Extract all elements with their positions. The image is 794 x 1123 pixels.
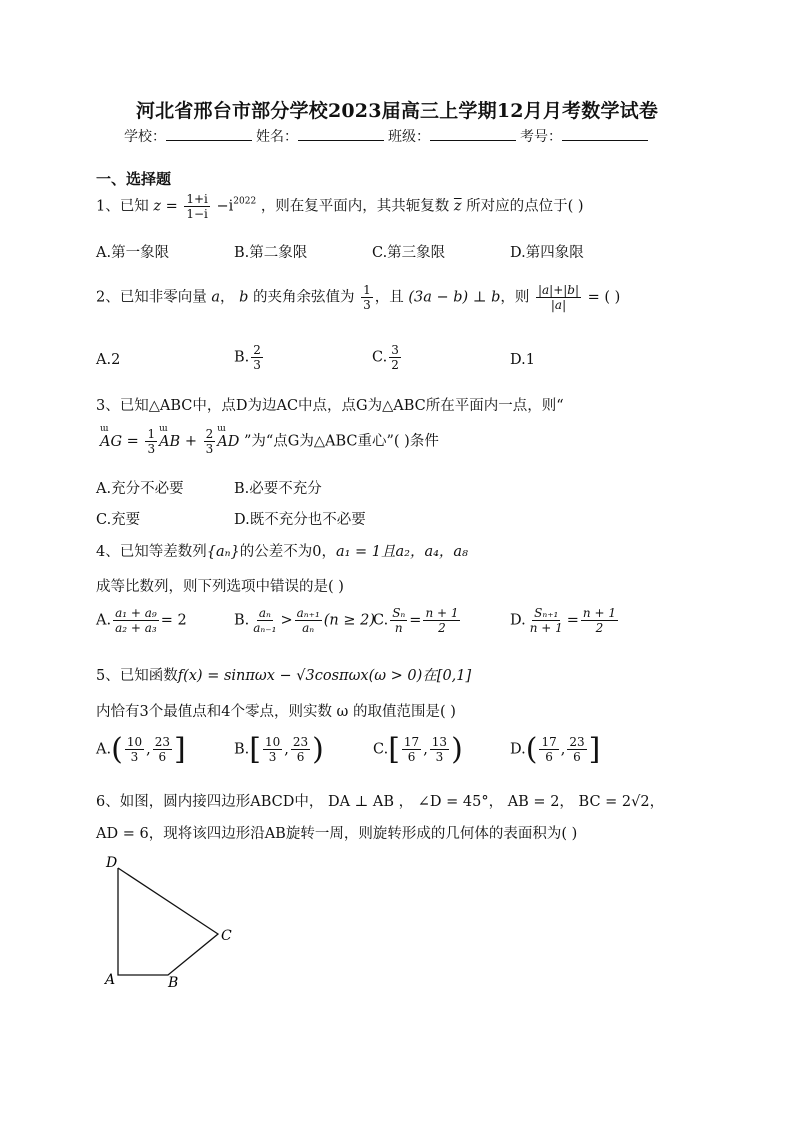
q4-condition: a₁ = 1且a₂，a₄，a₈ [335, 544, 468, 560]
q5-b-frac-1: $\frac{10}{3}$ [264, 735, 281, 764]
q2-pre: 2、已知非零向量 [96, 289, 207, 306]
quadrilateral-outline [118, 868, 218, 975]
question-4-line2: 成等比数列，则下列选项中错误的是( ) [96, 579, 344, 595]
student-info-row [124, 126, 652, 146]
label-b: B [168, 975, 179, 991]
q5-a-frac-2: $\frac{23}{6}$ [154, 735, 170, 764]
exam-no-label: 考号： [520, 129, 562, 145]
q2-vec-a: a [211, 289, 220, 306]
q5-d-frac-1: $\frac{17}{6}$ [541, 735, 557, 764]
q5-c-frac-1: $\frac{17}{6}$ [403, 735, 420, 764]
q2-c-fraction: $\frac{3}{2}$ [391, 343, 399, 372]
q4-option-a[interactable]: A. $\frac{\text{a₁ + a₉}}{\text{a₂ + a₃}}$ = 2 [96, 606, 187, 635]
q3-option-d[interactable]: D.既不充分也不必要 [234, 512, 366, 528]
q4-d-fraction-2: $\frac{n + 1}{2}$ [582, 606, 616, 635]
label-a: A [105, 972, 116, 988]
q1-pre: 1、已知 [96, 198, 149, 215]
question-5-line2: 内恰有3个最值点和4个零点，则实数 ω 的取值范围是( ) [96, 704, 456, 720]
exam-title: 河北省邢台市部分学校2023届高三上学期12月月考数学试卷 [135, 100, 659, 122]
class-blank[interactable] [430, 126, 516, 141]
q4-b-fraction-2: $\frac{\text{aₙ₊₁}}{\text{aₙ}}$ [296, 606, 320, 635]
q3-vec-ad: ɯ AD [217, 434, 239, 450]
question-1 [96, 192, 584, 221]
q4-option-d[interactable]: D. $\frac{\text{Sₙ₊₁}}{n + 1}$ = $\frac{n + 1}{2}$ [510, 606, 616, 635]
q5-option-a[interactable]: A.( $\frac{10}{3}$ , $\frac{23}{6}$ ] [96, 732, 186, 767]
q4-a-fraction: $\frac{\text{a₁ + a₉}}{\text{a₂ + a₃}}$ [115, 606, 157, 635]
q4-option-c[interactable]: C. $\frac{\text{Sₙ}}{n}$ = $\frac{n + 1}{2}$ [373, 606, 459, 635]
school-label: 学校： [124, 129, 166, 145]
q5-option-c[interactable]: C.[ $\frac{17}{6}$ , $\frac{13}{3}$ ) [373, 732, 463, 767]
class-label: 班级： [388, 129, 430, 145]
question-3-line2: ɯ AG = $\frac{1}{3}$ ɯ AB + $\frac{2}{3}$ ɯ AD ”为“点G为△ABC重心”( )条件 [100, 427, 439, 456]
q1-exponent: 2022 [233, 196, 257, 207]
q4-c-fraction-2: $\frac{n + 1}{2}$ [425, 606, 459, 635]
q2-option-a[interactable]: A.2 [96, 352, 121, 368]
q3-vec-ag: ɯ AG [100, 434, 122, 450]
q4-c-fraction-1: $\frac{\text{Sₙ}}{n}$ [392, 606, 406, 635]
q5-option-b[interactable]: B.[ $\frac{10}{3}$ , $\frac{23}{6}$ ) [234, 732, 324, 767]
q5-d-frac-2: $\frac{23}{6}$ [569, 735, 585, 764]
q3-option-a[interactable]: A.充分不必要 [96, 481, 184, 497]
q3-frac-1: $\frac{1}{3}$ [147, 427, 156, 456]
question-5-line1: 5、已知函数f(x) = sinπωx − √3cosπωx(ω > 0)在[0,1] [96, 668, 472, 684]
q2-option-b[interactable]: B. $\frac{2}{3}$ [234, 343, 261, 372]
question-3-line1: 3、已知△ABC中，点D为边AC中点，点G为△ABC所在平面内一点，则“ [96, 398, 564, 414]
q2-ratio: $\frac{|a|+|b|}{|a|}$ [537, 283, 580, 312]
q1-minus-i: −i [216, 198, 234, 215]
quadrilateral-figure [96, 850, 256, 1000]
exam-no-blank[interactable] [562, 126, 648, 141]
q2-post: = ( ) [587, 289, 621, 306]
q5-function: f(x) = sinπωx − √3cosπωx(ω > 0)在[0,1] [177, 668, 472, 684]
q2-mid: 的夹角余弦值为 [253, 289, 355, 306]
q1-eq: = [165, 198, 178, 215]
q3-option-b[interactable]: B.必要不充分 [234, 481, 322, 497]
q5-b-frac-2: $\frac{23}{6}$ [292, 735, 309, 764]
question-4-line1: 4、已知等差数列{aₙ}的公差不为0，a₁ = 1且a₂，a₄，a₈ [96, 544, 468, 560]
q1-zbar: $\overline{z}$ [453, 198, 462, 215]
q1-option-d[interactable]: D.第四象限 [510, 245, 584, 261]
question-2: 2、已知非零向量 a， b 的夹角余弦值为 $\frac{1}{3}$ ，且 (3a − b) ⊥ b，则 $\frac{|a|+|b|}{|a|}$ = ( ) [96, 283, 621, 312]
q4-b-fraction-1: $\frac{\text{aₙ}}{\text{aₙ₋₁}}$ [253, 606, 277, 635]
q2-option-d[interactable]: D.1 [510, 352, 535, 368]
q1-fraction: $\frac{1+i}{1-i}$ [186, 192, 208, 221]
section-heading: 一、选择题 [96, 170, 172, 188]
q5-a-frac-1: $\frac{10}{3}$ [126, 735, 143, 764]
q3-vec-ab: ɯ AB [159, 434, 180, 450]
q2-vec-b: b [239, 289, 249, 306]
label-d: D [106, 855, 118, 871]
q2-b-fraction: $\frac{2}{3}$ [253, 343, 261, 372]
q2-option-c[interactable]: C. $\frac{3}{2}$ [372, 343, 399, 372]
name-label: 姓名： [256, 129, 298, 145]
q4-option-b[interactable]: B. $\frac{\text{aₙ}}{\text{aₙ₋₁}}$ > $\frac{\text{aₙ₊₁}}{\text{aₙ}}$ (n ≥ 2) [234, 606, 376, 635]
q1-option-c[interactable]: C.第三象限 [372, 245, 446, 261]
school-blank[interactable] [166, 126, 252, 141]
q4-sequence: {aₙ} [206, 544, 240, 560]
q2-condition: (3a − b) ⊥ b [408, 289, 501, 306]
q5-option-d[interactable]: D.( $\frac{17}{6}$ , $\frac{23}{6}$ ] [510, 732, 601, 767]
q1-option-a[interactable]: A.第一象限 [96, 245, 170, 261]
q3-option-c[interactable]: C.充要 [96, 512, 141, 528]
q1-mid: ，则在复平面内，其共轭复数 [260, 198, 450, 215]
q1-option-b[interactable]: B.第二象限 [234, 245, 308, 261]
label-c: C [221, 928, 232, 944]
q1-z: z [153, 198, 161, 215]
q4-d-fraction-1: $\frac{\text{Sₙ₊₁}}{n + 1}$ [529, 606, 563, 635]
q5-c-frac-2: $\frac{13}{3}$ [431, 735, 448, 764]
q1-post: 所对应的点位于( ) [466, 198, 584, 215]
q3-tail: ”为“点G为△ABC重心”( )条件 [243, 433, 439, 450]
q3-frac-2: $\frac{2}{3}$ [205, 427, 214, 456]
q2-fraction: $\frac{1}{3}$ [363, 283, 371, 312]
question-6-line1: 6、如图，圆内接四边形ABCD中， DA ⊥ AB ， ∠D = 45°， AB = 2， BC = 2√2， [96, 794, 665, 810]
name-blank[interactable] [298, 126, 384, 141]
question-6-line2: AD = 6，现将该四边形沿AB旋转一周，则旋转形成的几何体的表面积为( ) [96, 826, 578, 842]
